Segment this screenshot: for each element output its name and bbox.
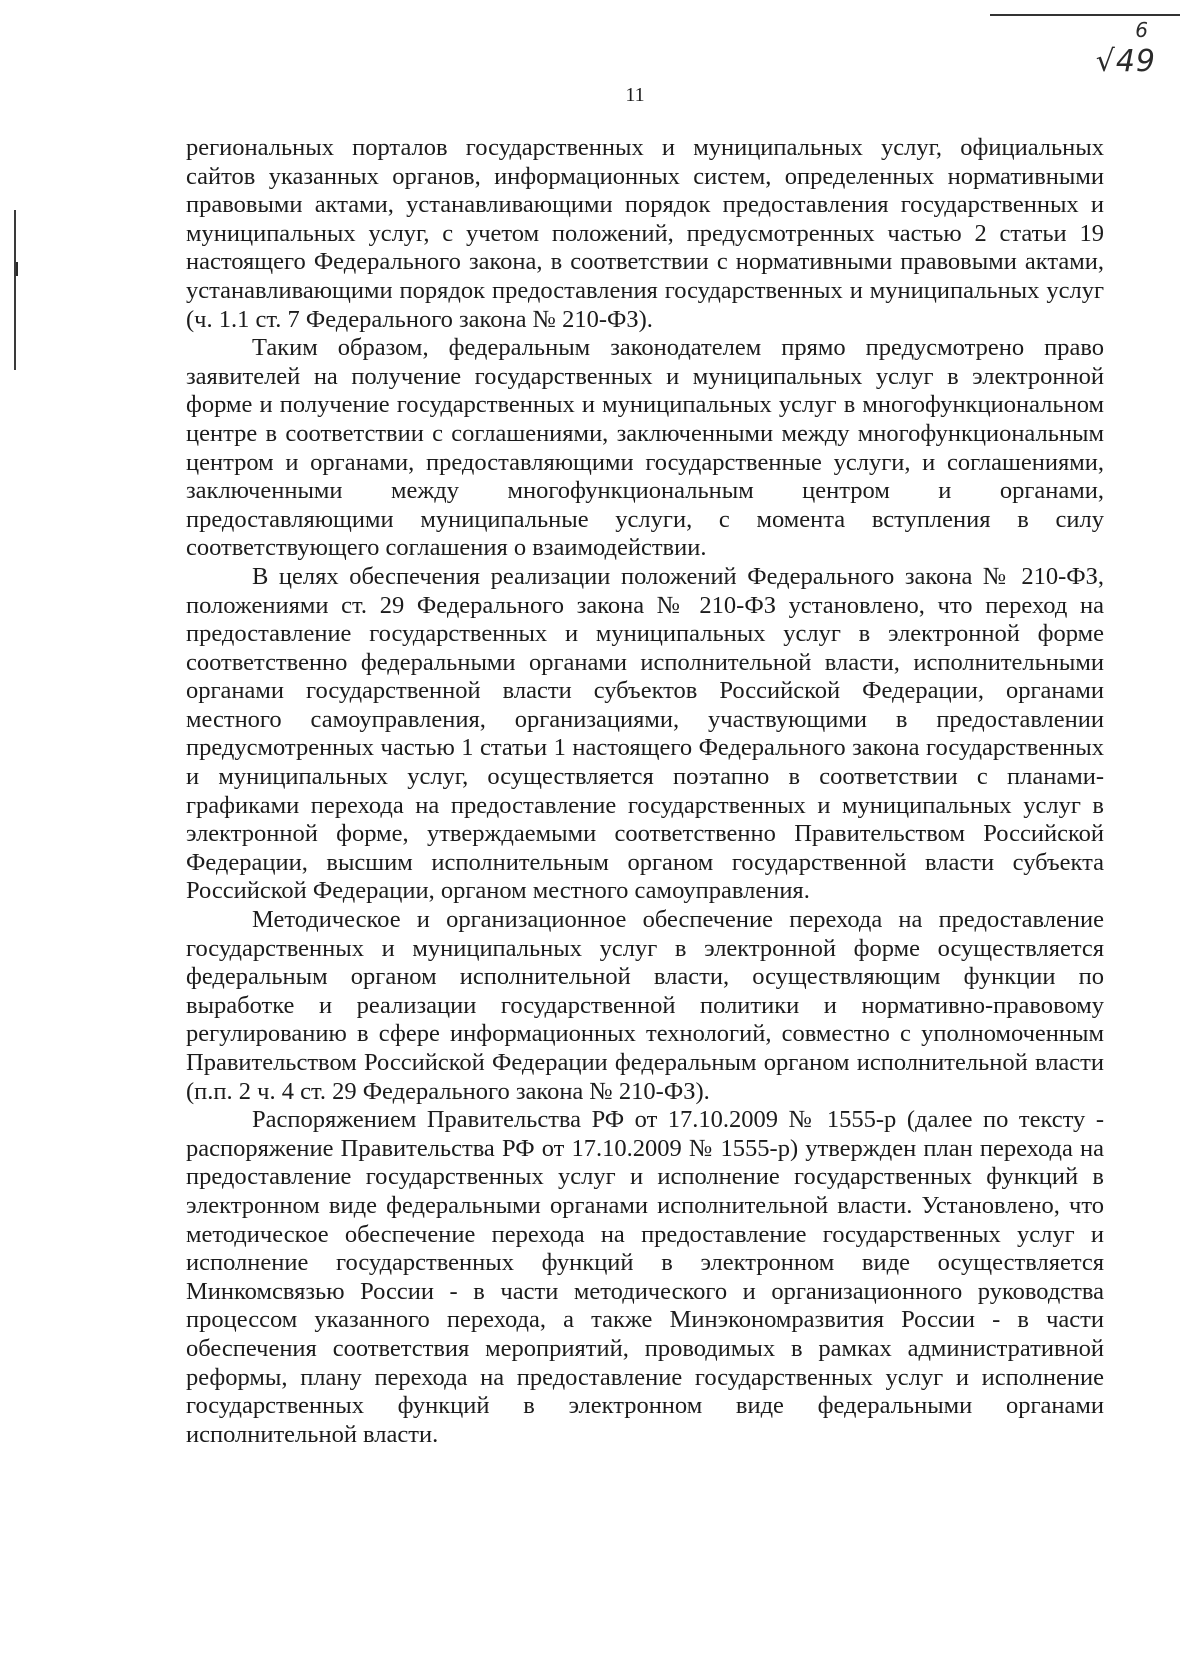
paragraph: Таким образом, федеральным законодателем прямо предусмотрено право заявителей на получение государственных и муниципальных услуг в электронной форме и получение государственных и муниципальных услуг в многофункциональном центре в соответствии с соглашениями, заключенными между многофункциональным центром и органами, предоставляющими государственные услуги, и соглашениями, заключенными между многофункциональным центром и органами, предоставляющими муниципальные услуги, с момента вступления в силу соответствующего соглашения о взаимодействии. (186, 334, 1104, 562)
handwritten-sheet-count: 6 (1135, 18, 1148, 42)
paragraph: Распоряжением Правительства РФ от 17.10.2009 № 1555-р (далее по тексту - распоряжение Правительства РФ от 17.10.2009 № 1555-р) утвержден план перехода на предоставление государственных услуг и исполнение государственных функций в электронном виде федеральными органами исполнительной власти. Установлено, что методическое обеспечение перехода на предоставление государственных услуг и исполнение государственных функций в электронном виде осуществляется Минкомсвязью России - в части методического и организационного руководства процессом указанного перехода, а также Минэкономразвития России - в части обеспечения соответствия мероприятий, проводимых в рамках административной реформы, плану перехода на предоставление государственных услуг и исполнение государственных функций в электронном виде федеральными органами исполнительной власти. (186, 1106, 1104, 1448)
scan-edge-mark (16, 262, 18, 276)
paragraph: Методическое и организационное обеспечение перехода на предоставление государственных и муниципальных услуг в электронной форме осуществляется федеральным органом исполнительной власти, осуществляющим функции по выработке и реализации государственной политики и нормативно-правовому регулированию в сфере информационных технологий, совместно с уполномоченным Правительством Российской Федерации федеральным органом исполнительной власти (п.п. 2 ч. 4 ст. 29 Федерального закона № 210-ФЗ). (186, 906, 1104, 1105)
handwritten-sheet-number: √49 (1095, 44, 1156, 79)
paragraph: В целях обеспечения реализации положений Федерального закона № 210-ФЗ, положениями ст. 29 Федерального закона № 210-ФЗ установлено, что переход на предоставление государственных и муниципальных услуг в электронной форме соответственно федеральными органами исполнительной власти, исполнительными органами государственной власти субъектов Российской Федерации, органами местного самоуправления, организациями, участвующими в предоставлении предусмотренных частью 1 статьи 1 настоящего Федерального закона государственных и муниципальных услуг, осуществляется поэтапно в соответствии с планами-графиками перехода на предоставление государственных и муниципальных услуг в электронной форме, утверждаемыми соответственно Правительством Российской Федерации, высшим исполнительным органом государственной власти субъекта Российской Федерации, органом местного самоуправления. (186, 562, 1104, 905)
scan-edge-line (14, 210, 16, 370)
archive-mark-line (990, 14, 1180, 16)
page-number: 11 (625, 84, 645, 106)
document-body (186, 134, 1104, 1449)
paragraph-continuation: региональных порталов государственных и муниципальных услуг, официальных сайтов указанных органов, информационных систем, определенных нормативными правовыми актами, устанавливающими порядок предоставления государственных и муниципальных услуг, с учетом положений, предусмотренных частью 2 статьи 19 настоящего Федерального закона, в соответствии с нормативными правовыми актами, устанавливающими порядок предоставления государственных и муниципальных услуг (ч. 1.1 ст. 7 Федерального закона № 210-ФЗ). (186, 134, 1104, 333)
